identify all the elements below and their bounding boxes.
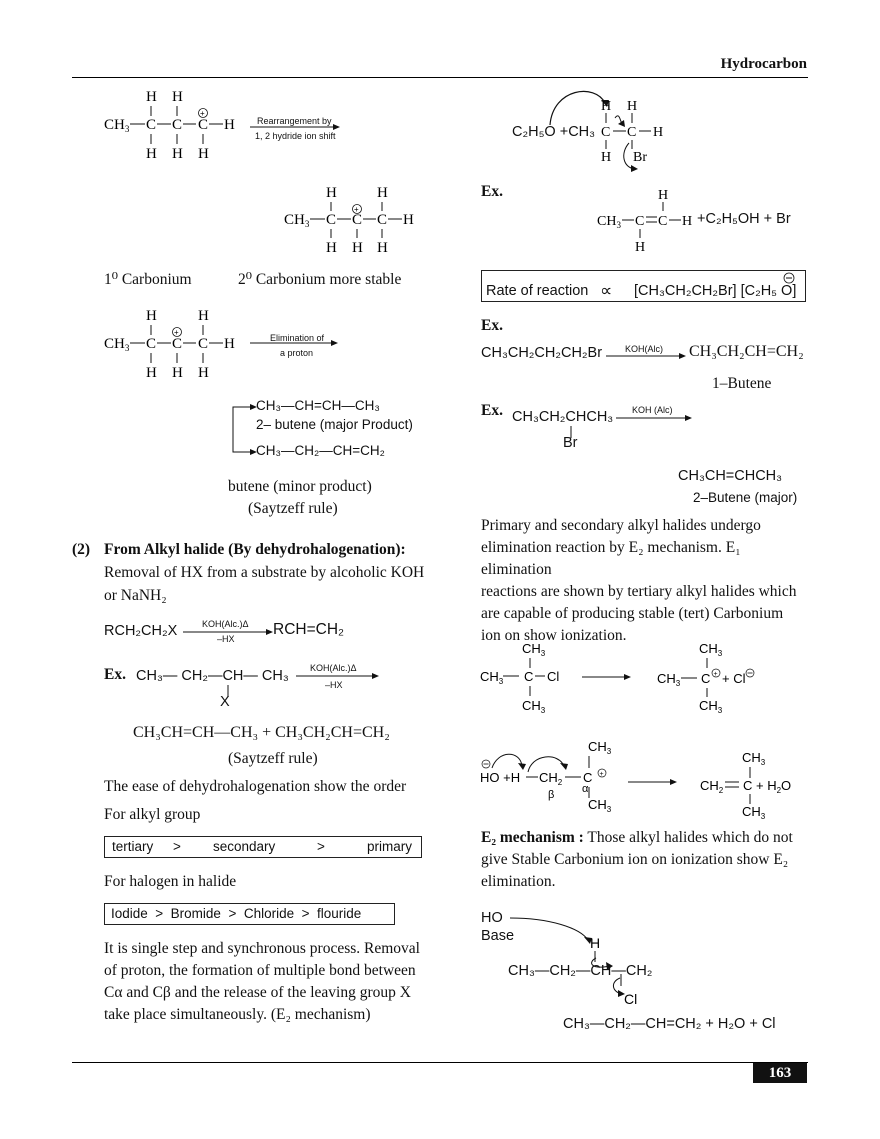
para-line: elimination. (481, 873, 556, 890)
rearrangement-label-2: 1, 2 hydride ion shift (255, 131, 336, 141)
para-line: ion on show ionization. (481, 627, 627, 644)
svg-text:H: H (198, 308, 209, 324)
section-2-title: From Alkyl halide (By dehydrohalogenation): (104, 541, 406, 558)
para-line: are capable of producing stable (tert) Carbonium (481, 605, 784, 622)
elimination-label-1: Elimination of (270, 333, 325, 343)
svg-text:CH3: $CH_3$ (588, 797, 612, 814)
svg-text:Cl: Cl (624, 991, 638, 1007)
svg-text:Cl: Cl (547, 669, 560, 684)
svg-text:C: C (601, 125, 611, 140)
major-product-formula: CH₃—CH=CH—CH₃ (256, 398, 380, 413)
alkyl-tertiary: tertiary (112, 839, 154, 854)
svg-text:H: H (601, 150, 612, 165)
ex1-x: X (220, 694, 230, 710)
e2-substrate-chain: CH₃—CH₂—CH—CH₂ (508, 963, 653, 979)
svg-text:H: H (146, 89, 157, 105)
svg-text:CH3: $CH_3$ (742, 750, 766, 767)
svg-text:CH3: $CH_3$ (597, 214, 621, 230)
svg-text:CH3: $CH_3$ (480, 669, 504, 686)
svg-text:C: C (627, 125, 637, 140)
svg-text:H: H (326, 185, 337, 201)
svg-text:H: H (377, 185, 388, 201)
svg-text:CH3: $CH_3$ (104, 117, 130, 134)
svg-text:CH3: $CH_3$ (699, 641, 723, 658)
svg-text:H: H (146, 365, 157, 381)
header-rule (72, 77, 808, 78)
major-product-note: 2– butene (major Product) (256, 417, 413, 432)
svg-text:C: C (583, 770, 593, 785)
butene-2-formula: CH₃CH=CHCH₃ (678, 468, 783, 484)
svg-text:H: H (326, 240, 337, 256)
ex-label-right-3: Ex. (481, 402, 503, 419)
para-line: elimination reaction by E₂ mechanism. E₁ elimination (481, 539, 741, 578)
svg-text:CH2: $CH_2$ (700, 778, 724, 795)
carbonium-elimination-structure (100, 305, 350, 385)
svg-text:H: H (172, 146, 183, 162)
footer-rule (72, 1062, 808, 1063)
page-header-title: Hydrocarbon (720, 56, 807, 72)
svg-text:CH3: $CH_3$ (284, 212, 310, 229)
minor-product-formula: CH₃—CH₂—CH=CH₂ (256, 443, 385, 458)
butyl-bromide: CH₃CH₂CH₂CH₂Br (481, 345, 603, 361)
svg-text:CH3: $CH_3$ (522, 698, 546, 715)
para-line: of proton, the formation of multiple bond between (104, 962, 416, 979)
svg-text:H: H (653, 125, 664, 140)
propene-products: +C₂H₅OH + Br (697, 211, 791, 227)
svg-text:Br: Br (633, 150, 647, 165)
alkyl-group-label: For alkyl group (104, 806, 201, 823)
svg-text:H: H (198, 365, 209, 381)
svg-text:H: H (172, 89, 183, 105)
alkyl-gt-2: > (317, 839, 325, 854)
ex1-arrow (296, 672, 381, 680)
e2-text-1: Those alkyl halides which do not (583, 829, 793, 846)
svg-text:C: C (352, 212, 363, 228)
eq1-product: RCH=CH₂ (273, 621, 345, 638)
svg-text:C: C (635, 214, 645, 229)
ethoxide-reactant: C₂H₅O +CH₃ (512, 124, 596, 140)
svg-text:CH3: $CH_3$ (588, 739, 612, 756)
svg-text:C: C (146, 117, 157, 133)
svg-text:H: H (224, 117, 235, 133)
svg-text:H: H (172, 365, 183, 381)
svg-text:CH3: $CH_3$ (104, 336, 130, 353)
alkyl-primary: primary (367, 839, 413, 854)
svg-text:H: H (590, 935, 601, 951)
halogen-label: For halogen in halide (104, 873, 237, 890)
carbonium-1-structure (100, 86, 360, 166)
eq1-reactant: RCH₂CH₂X (104, 623, 178, 639)
synchronous-paragraph (104, 938, 434, 1026)
svg-text:C: C (701, 671, 711, 686)
tert-butyl-ionization (478, 638, 778, 718)
svg-text:+: + (599, 771, 604, 778)
svg-text:α: α (582, 783, 589, 795)
rate-of-reaction-box (481, 270, 806, 302)
alkyl-secondary: secondary (213, 839, 276, 854)
base-label: Base (481, 928, 515, 944)
e2-mechanism-arrows (500, 910, 700, 1010)
svg-text:+: + (354, 205, 359, 214)
svg-text:H: H (601, 99, 612, 114)
svg-text:+: + (174, 328, 179, 337)
svg-text:C: C (377, 212, 388, 228)
svg-text:H: H (224, 336, 235, 352)
svg-text:H: H (682, 214, 693, 229)
ease-text: The ease of dehydrohalogenation show the order (104, 778, 407, 795)
para-line (481, 827, 811, 849)
hydroxide-deprotonation (478, 736, 798, 822)
secondary-carbonium-label: 2⁰ Carbonium more stable (238, 271, 402, 288)
eq1-condition-top: KOH(Alc.)Δ (202, 619, 249, 629)
carbonium-2-structure (280, 180, 430, 260)
para-line: give Stable Carbonium ion on ionization show E₂ (481, 851, 789, 868)
saytzeff-rule-1: (Saytzeff rule) (248, 500, 338, 517)
svg-text:+ Cl: + Cl (722, 671, 746, 686)
svg-text:H: H (146, 308, 157, 324)
saytzeff-rule-2: (Saytzeff rule) (228, 750, 318, 767)
negative-charge-icon (782, 271, 796, 285)
e2-products: CH₃—CH₂—CH=CH₂ + H₂O + Cl (563, 1016, 776, 1032)
ex-label-left: Ex. (104, 666, 126, 683)
ex1-products: CH₃CH=CH—CH₃ + CH₃CH₂CH=CH₂ (133, 724, 390, 741)
svg-text:H: H (198, 146, 209, 162)
svg-text:H: H (627, 99, 638, 114)
elimination-label-2: a proton (280, 348, 314, 358)
rate-expression: [CH₃CH₂CH₂Br] [C₂H₅ O] (634, 283, 797, 299)
section-2-line-1: Removal of HX from a substrate by alcoholic KOH (104, 564, 425, 581)
ex1-condition-top: KOH(Alc.)Δ (310, 663, 357, 673)
ex3-condition: KOH (Alc) (632, 405, 673, 415)
butene-2-name: 2–Butene (major) (693, 490, 798, 505)
ex-label-right-2: Ex. (481, 317, 503, 334)
section-2-line-2: or NaNH₂ (104, 587, 167, 604)
svg-text:CH3: $CH_3$ (699, 698, 723, 715)
svg-text:H: H (658, 188, 669, 203)
minor-product-label: butene (minor product) (228, 478, 372, 495)
svg-text:C: C (326, 212, 337, 228)
svg-text:+: + (713, 671, 718, 678)
page-number: 163 (753, 1063, 807, 1083)
ex2-arrow (606, 352, 688, 360)
svg-text:C: C (658, 214, 668, 229)
alkyl-gt-1: > (173, 839, 181, 854)
svg-text:CH3: $CH_3$ (522, 641, 546, 658)
ex-label-right-1: Ex. (481, 183, 503, 200)
svg-text:HO +H: HO +H (480, 770, 521, 785)
svg-text:C: C (172, 117, 183, 133)
alkyl-order-box (104, 836, 422, 858)
proportional-symbol: ∝ (600, 281, 613, 300)
para-line: Cα and Cβ and the release of the leaving group X (104, 984, 411, 1001)
rate-label: Rate of reaction (486, 283, 589, 299)
sec-butyl-bromide: CH₃CH₂CHCH₃ (512, 409, 614, 425)
svg-text:C: C (146, 336, 157, 352)
svg-text:C: C (198, 336, 209, 352)
primary-carbonium-label: 1⁰ Carbonium (104, 271, 192, 288)
halogen-order-box: Iodide > Bromide > Chloride > flouride (104, 903, 395, 925)
rearrangement-label-1: Rearrangement by (257, 116, 332, 126)
ex2-condition: KOH(Alc) (625, 344, 663, 354)
svg-text:CH3: $CH_3$ (657, 671, 681, 688)
svg-text:C: C (198, 117, 209, 133)
para-line: reactions are shown by tertiary alkyl halides which (481, 583, 797, 600)
para-line: It is single step and synchronous process. Removal (104, 940, 420, 957)
ex1-condition-bottom: –HX (325, 680, 343, 690)
eq1-condition-bottom: –HX (217, 634, 235, 644)
svg-text:C: C (172, 336, 183, 352)
ex3-bromine: Br (563, 435, 578, 451)
svg-text:H: H (377, 240, 388, 256)
section-2-number: (2) (72, 541, 91, 558)
svg-text:H: H (146, 146, 157, 162)
ex1-reactant: CH₃— CH₂—CH— CH₃ (136, 668, 289, 684)
butene-1-formula: CH₃CH₂CH=CH₂ (689, 343, 804, 360)
para-line: take place simultaneously. (E₂ mechanism) (104, 1006, 371, 1023)
butene-1-name: 1–Butene (712, 375, 772, 392)
svg-text:β: β (548, 789, 555, 801)
svg-text:CH3: $CH_3$ (742, 804, 766, 821)
svg-text:H: H (403, 212, 414, 228)
e1-e2-paragraph (481, 515, 811, 647)
base-ho-label: HO (481, 910, 503, 926)
svg-text:H: H (635, 240, 646, 255)
svg-text:+: + (200, 109, 205, 118)
svg-text:CH2: $CH_2$ (539, 770, 563, 787)
e2-title: E₂ mechanism : (481, 829, 584, 846)
ex3-arrow (616, 414, 694, 422)
svg-text:H: H (352, 240, 363, 256)
svg-text:C: C (524, 669, 534, 684)
e2-mechanism-paragraph (481, 827, 811, 893)
svg-text:C + H2O: $C + H_2O$ (743, 778, 792, 795)
para-line: Primary and secondary alkyl halides undergo (481, 517, 761, 534)
